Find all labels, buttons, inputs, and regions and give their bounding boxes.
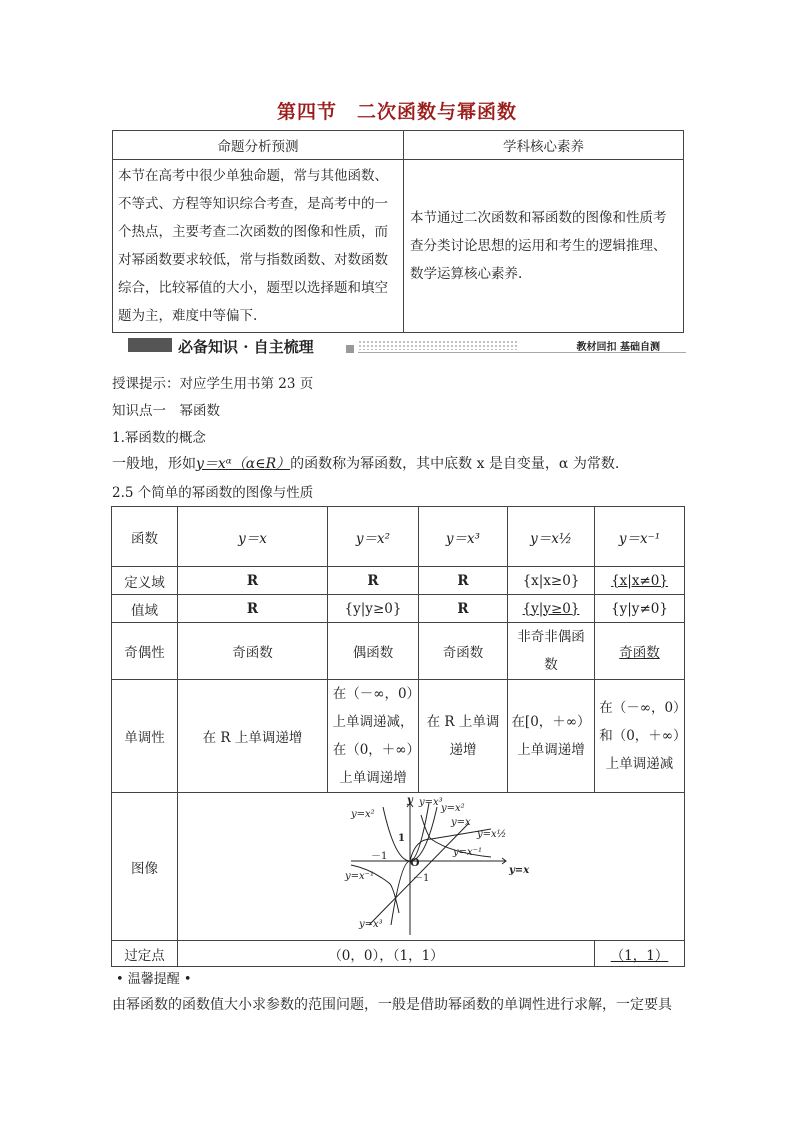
row-label-function: 函数 <box>112 507 178 567</box>
fixed-point-common: （0，0），（1，1） <box>178 941 595 967</box>
monotonicity-cell: 在 R 上单调递增 <box>178 680 328 793</box>
func-xinv: y＝x⁻¹ <box>595 507 685 567</box>
domain-cell: R <box>328 567 419 595</box>
intro-literacy-text: 本节通过二次函数和幂函数的图像和性质考查分类讨论思想的运用和考生的逻辑推理、数学运算核心素养. <box>404 160 684 333</box>
range-cell: {y|y≠0} <box>595 595 685 623</box>
row-label-domain: 定义域 <box>112 567 178 595</box>
monotonicity-cell: 在（－∞，0）上单调递减，在（0，＋∞）上单调递增 <box>328 680 419 793</box>
label-x2-right: y=x² <box>441 802 465 814</box>
label-xinv-left: y=x⁻¹ <box>345 870 374 882</box>
origin-label: O <box>410 855 420 869</box>
monotonicity-cell: 在[0，＋∞）上单调递增 <box>508 680 595 793</box>
range-cell: R <box>419 595 508 623</box>
intro-header-literacy: 学科核心素养 <box>404 131 684 160</box>
monotonicity-cell: 在（－∞，0）和（0，＋∞）上单调递减 <box>595 680 685 793</box>
knowledge-point: 知识点一 幂函数 <box>112 403 220 419</box>
parity-cell: 非奇非偶函数 <box>508 623 595 680</box>
monotonicity-cell: 在 R 上单调递增 <box>419 680 508 793</box>
power-function-table <box>111 506 685 967</box>
band-block <box>128 338 172 352</box>
section-band <box>128 336 686 356</box>
row-label-range: 值域 <box>112 595 178 623</box>
intro-analysis-text: 本节在高考中很少单独命题，常与其他函数、不等式、方程等知识综合考查，是高考中的一个热点，主要考查二次函数的图像和性质，而对幂函数要求较低，常与指数函数、对数函数综合，比较幂值的大小，题型以选择题和填空题为主，难度中等偏下. <box>113 160 404 333</box>
func-x3: y＝x³ <box>419 507 508 567</box>
parity-cell: 奇函数 <box>178 623 328 680</box>
label-xinv-right: y=x⁻¹ <box>453 846 482 858</box>
intro-table <box>112 130 684 333</box>
graph-cell <box>178 793 685 941</box>
tip-title: • 温馨提醒 • <box>116 972 192 987</box>
y-axis-label: y <box>407 794 413 806</box>
func-xhalf: y＝x½ <box>508 507 595 567</box>
definition-formula: y＝xᵅ（α∈R） <box>196 456 291 472</box>
func-x2: y＝x² <box>328 507 419 567</box>
section-subtitle: 教材回扣 基础自测 <box>576 342 660 353</box>
label-x3-bottom: y=x³ <box>359 918 383 930</box>
row-label-parity: 奇偶性 <box>112 623 178 680</box>
parity-cell: 奇函数 <box>595 623 685 680</box>
tip-text: 由幂函数的函数值大小求参数的范围问题，一般是借助幂函数的单调性进行求解，一定要具 <box>112 997 672 1013</box>
domain-cell: {x|x≠0} <box>595 567 685 595</box>
func-x: y＝x <box>178 507 328 567</box>
band-dots <box>358 340 518 350</box>
label-xhalf: y=x½ <box>477 828 507 840</box>
band-square <box>346 345 354 353</box>
intro-header-analysis: 命题分析预测 <box>113 131 404 160</box>
range-cell: R <box>178 595 328 623</box>
domain-cell: R <box>178 567 328 595</box>
domain-cell: R <box>419 567 508 595</box>
definition <box>112 453 619 473</box>
definition-post: 的函数称为幂函数，其中底数 x 是自变量，α 为常数. <box>290 456 620 472</box>
power-functions-graph <box>331 795 531 939</box>
range-cell: {y|y≥0} <box>328 595 419 623</box>
row-label-monotonicity: 单调性 <box>112 680 178 793</box>
range-cell: {y|y≥0} <box>508 595 595 623</box>
row-label-fixed-point: 过定点 <box>112 941 178 967</box>
label-x3-top: y=x³ <box>419 796 443 808</box>
label-x: y=x <box>451 816 471 828</box>
fixed-point-inverse: （1，1） <box>595 941 685 967</box>
domain-cell: {x|x≥0} <box>508 567 595 595</box>
heading-concept: 1.幂函数的概念 <box>112 430 206 446</box>
section-title: 必备知识 · 自主梳理 <box>178 338 314 356</box>
parity-cell: 偶函数 <box>328 623 419 680</box>
parity-cell: 奇函数 <box>419 623 508 680</box>
heading-properties: 2.5 个简单的幂函数的图像与性质 <box>112 485 314 501</box>
tick-neg-one-y: －1 <box>413 872 430 884</box>
x-axis-label: y=x <box>509 864 530 876</box>
tick-one: 1 <box>398 832 405 844</box>
definition-pre: 一般地，形如 <box>112 456 196 472</box>
tick-neg-one-x: －1 <box>371 850 388 862</box>
lesson-hint: 授课提示：对应学生用书第 23 页 <box>112 376 314 392</box>
label-x2-left: y=x² <box>351 808 375 820</box>
row-label-graph: 图像 <box>112 793 178 941</box>
page-title: 第四节 二次函数与幂函数 <box>276 101 517 123</box>
